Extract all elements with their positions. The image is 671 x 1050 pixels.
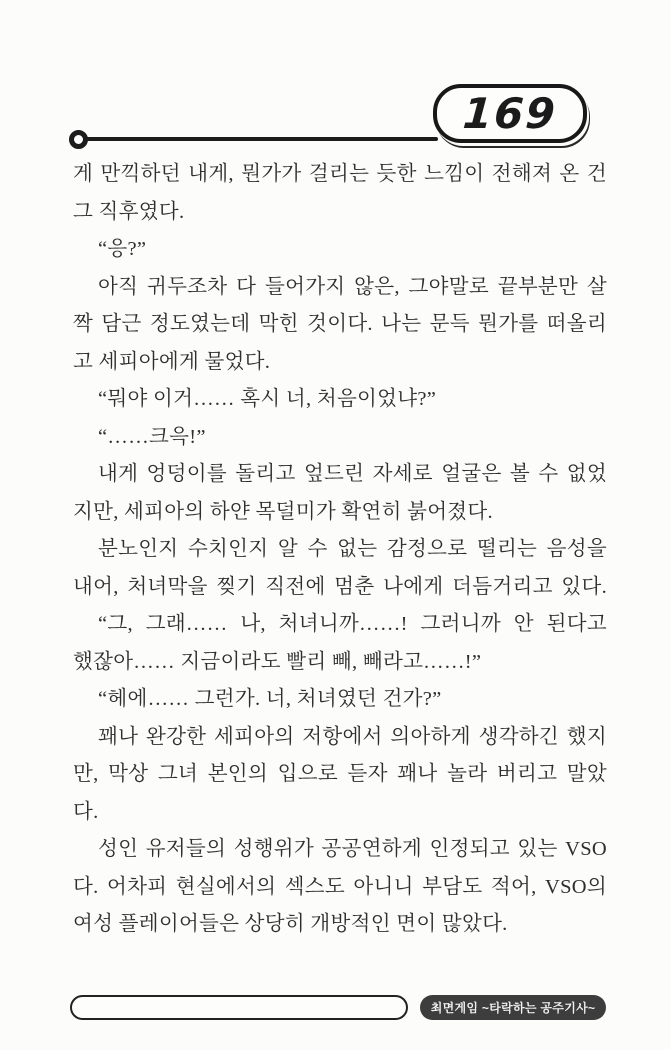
page-number: 169 — [461, 88, 559, 138]
text-line: 아직 귀두조차 다 들어가지 않은, 그야말로 끝부분만 살 — [98, 275, 607, 298]
text-line: 분노인지 수치인지 알 수 없는 감정으로 떨리는 음성을 — [98, 538, 607, 560]
text-line: 다. — [73, 800, 99, 823]
footer-blank-bar — [70, 995, 408, 1020]
text-line: 고 세피아에게 물었다. — [73, 350, 271, 373]
text-line: 지만, 세피아의 하얀 목덜미가 확연히 붉어졌다. — [73, 500, 493, 523]
text-line: “뭐야 이거…… 혹시 너, 처음이었냐?” — [98, 388, 437, 410]
text-line: 내어, 처녀막을 찢기 직전에 멈춘 나에게 더듬거리고 있다. — [73, 575, 607, 598]
text-line: 다. 어차피 현실에서의 섹스도 아니니 부담도 적어, VSO의 — [73, 875, 607, 898]
header-rule-line — [86, 137, 438, 141]
footer-series-title: 최면게임 ~타락하는 공주기사~ — [420, 995, 606, 1020]
text-line: 꽤나 완강한 세피아의 저항에서 의아하게 생각하긴 했지 — [98, 725, 607, 748]
page-number-badge — [433, 84, 587, 143]
text-line: 여성 플레이어들은 상당히 개방적인 면이 많았다. — [73, 913, 508, 935]
text-line: 내게 엉덩이를 돌리고 엎드린 자세로 얼굴은 볼 수 없었 — [98, 463, 607, 485]
text-line: “……크윽!” — [98, 425, 206, 448]
text-line: “그, 그래…… 나, 처녀니까……! 그러니까 안 된다고 — [98, 613, 607, 635]
text-line: 만, 막상 그녀 본인의 입으로 듣자 꽤나 놀라 버리고 말았 — [73, 763, 607, 785]
text-line: 그 직후였다. — [73, 200, 185, 223]
text-line: “응?” — [98, 238, 147, 260]
text-line: “헤에…… 그런가. 너, 처녀였던 건가?” — [98, 688, 442, 710]
text-line: 게 만끽하던 내게, 뭔가가 걸리는 듯한 느낌이 전해져 온 건 — [73, 163, 607, 185]
text-line: 성인 유저들의 성행위가 공공연하게 인정되고 있는 VSO — [98, 838, 607, 860]
text-line: 짝 담근 정도였는데 막힌 것이다. 나는 문득 뭔가를 떠올리 — [73, 313, 607, 335]
body-text — [73, 156, 607, 944]
text-line: 했잖아…… 지금이라도 빨리 빼, 빼라고……!” — [73, 650, 482, 673]
